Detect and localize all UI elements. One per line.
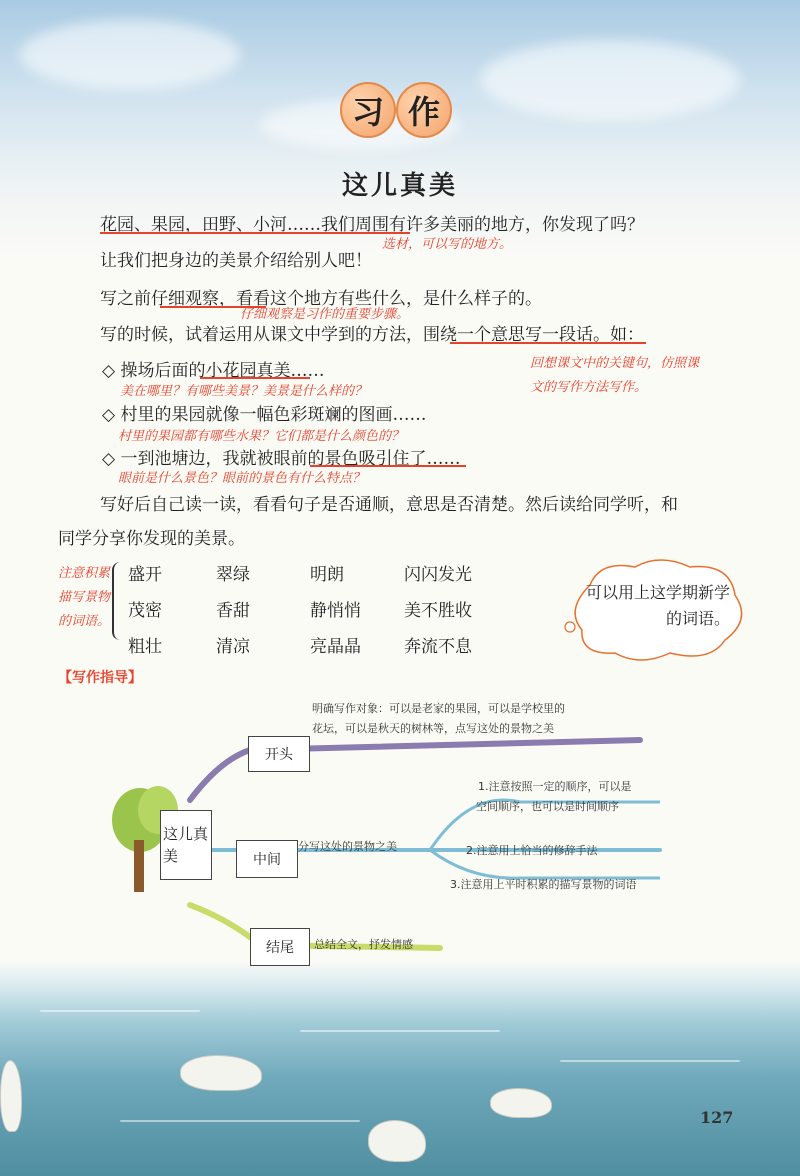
word: 清凉 — [216, 637, 250, 657]
word: 闪闪发光 — [404, 565, 472, 585]
example-3: ◇ 一到池塘边，我就被眼前的景色吸引住了…… — [102, 449, 461, 469]
bubble-text: 可以用上这学期新学的词语。 — [585, 583, 730, 628]
underline — [450, 342, 646, 344]
paragraph-5: 写好后自己读一读，看看句子是否通顺，意思是否清楚。然后读给同学听，和 — [100, 495, 678, 515]
mind-map-node-middle: 中间 — [236, 840, 298, 878]
brace — [112, 562, 124, 640]
duck-illustration — [368, 1120, 426, 1162]
mind-map-node-start: 开头 — [248, 736, 310, 772]
branch-text: 空间顺序，也可以是时间顺序 — [476, 800, 619, 813]
word: 翠绿 — [216, 565, 250, 585]
word: 粗壮 — [128, 637, 162, 657]
example-2: ◇ 村里的果园就像一幅色彩斑斓的图画…… — [102, 405, 427, 425]
branch-text: 1.注意按照一定的顺序，可以是 — [478, 780, 632, 793]
guide-label: 【写作指导】 — [58, 670, 142, 686]
wave — [300, 1030, 500, 1032]
word: 茂密 — [128, 601, 162, 621]
branch-text: 花坛，可以是秋天的树林等，点写这处的景物之美 — [312, 722, 554, 735]
example-1: ◇ 操场后面的小花园真美…… — [102, 361, 325, 381]
word: 奔流不息 — [404, 637, 472, 657]
word-note: 注意积累描写景物的词语。 — [58, 566, 111, 629]
page-number: 127 — [700, 1108, 734, 1127]
duck-illustration — [490, 1088, 552, 1118]
word: 盛开 — [128, 565, 162, 585]
paragraph-2: 让我们把身边的美景介绍给别人吧！ — [100, 251, 372, 271]
paragraph-5-cont: 同学分享你发现的美景。 — [58, 529, 245, 549]
annotation: 仔细观察是习作的重要步骤。 — [240, 307, 410, 322]
wave — [40, 1010, 200, 1012]
duck-illustration — [180, 1055, 262, 1091]
cloud — [20, 20, 240, 90]
mind-map-node-end: 结尾 — [250, 928, 310, 966]
wave — [120, 1120, 360, 1122]
annotation: 美在哪里？有哪些美景？美景是什么样的？ — [120, 384, 368, 399]
paragraph-4: 写的时候，试着运用从课文中学到的方法，围绕一个意思写一段话。如： — [100, 325, 644, 345]
underline — [100, 232, 410, 234]
word: 香甜 — [216, 601, 250, 621]
mind-map-center: 这儿真美 — [160, 810, 212, 880]
title-char-2: 作 — [396, 82, 452, 138]
annotation: 眼前是什么景色？眼前的景色有什么特点？ — [118, 471, 366, 486]
underline — [200, 377, 310, 379]
branch-text: 3.注意用上平时积累的描写景物的词语 — [450, 878, 637, 891]
paragraph-1: 花园、果园，田野、小河……我们周围有许多美丽的地方，你发现了吗？ — [100, 215, 644, 235]
page-subtitle: 这儿真美 — [341, 171, 458, 201]
branch-text: 明确写作对象：可以是老家的果园，可以是学校里的 — [312, 702, 565, 715]
annotation: 村里的果园都有哪些水果？它们都是什么颜色的？ — [118, 429, 405, 444]
branch-text: 分写这处的景物之美 — [298, 840, 397, 853]
wave — [560, 1060, 740, 1062]
title-char-1: 习 — [340, 82, 396, 138]
side-annotation: 回想课文中的关键句，仿照课文的写作方法写作。 — [530, 356, 700, 395]
word: 静悄悄 — [310, 601, 361, 621]
annotation: 选材，可以写的地方。 — [382, 237, 513, 252]
word: 明朗 — [310, 565, 344, 585]
branch-text: 总结全文，抒发情感 — [314, 938, 413, 951]
branch-text: 2.注意用上恰当的修辞手法 — [466, 844, 598, 857]
paragraph-3: 写之前仔细观察，看看这个地方有些什么，是什么样子的。 — [100, 289, 542, 309]
word: 美不胜收 — [404, 601, 472, 621]
word: 亮晶晶 — [310, 637, 361, 657]
cloud — [480, 40, 740, 120]
